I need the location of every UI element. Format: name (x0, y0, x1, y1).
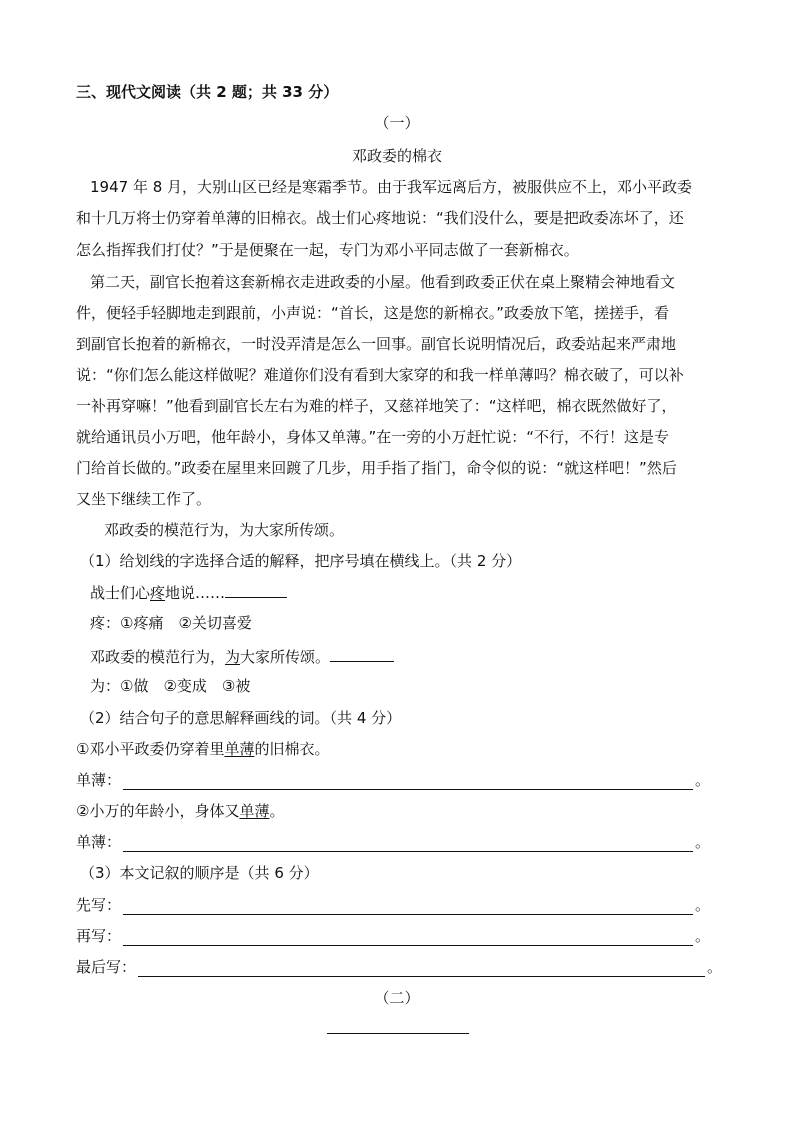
question-2-prompt: （2）结合句子的意思解释画线的词。（共 4 分） (80, 709, 402, 727)
underlined-word: 单薄 (224, 740, 255, 758)
q1-sentence-2: 邓政委的模范行为，为大家所传颂。 (90, 646, 740, 667)
paragraph-line: 到副官长抱着的新棉衣，一时没弄清是怎么一回事。副官长说明情况后，政委站起来严肃地 (76, 335, 677, 353)
paragraph-line: 第二天，副官长抱着这套新棉衣走进政委的小屋。他看到政委正伏在桌上聚精会神地看文 (90, 273, 676, 291)
question-1-prompt: （1）给划线的字选择合适的解释，把序号填在横线上。（共 2 分） (80, 552, 522, 570)
q2-sentence-2: ②小万的年龄小，身体又单薄。 (76, 802, 285, 820)
answer-line[interactable] (123, 930, 693, 946)
paragraph-line: 就给通讯员小万吧，他年龄小，身体又单薄。”在一旁的小万赶忙说：“不行，不行！这是专 (76, 428, 670, 446)
paragraph-line: 门给首长做的。”政委在屋里来回踱了几步，用手指了指门，命令似的说：“就这样吧！”然后 (76, 459, 677, 477)
divider (327, 1033, 469, 1034)
q1-options-2: 为：①做 ②变成 ③被 (90, 677, 251, 695)
paragraph-line: 说：“你们怎么能这样做呢？难道你们没有看到大家穿的和我一样单薄吗？棉衣破了，可以补 (76, 366, 684, 384)
paragraph-line: 和十几万将士仍穿着单薄的旧棉衣。战士们心疼地说：“我们没什么，要是把政委冻坏了，还 (76, 209, 684, 227)
q3-answer-last: 最后写： 。 (76, 958, 722, 976)
answer-blank[interactable] (330, 646, 394, 662)
answer-line[interactable] (123, 899, 693, 915)
underlined-char: 疼 (150, 584, 166, 602)
part1-label: （一） (374, 114, 420, 132)
paragraph-line: 件，便轻手轻脚地走到跟前，小声说：“首长，这是您的新棉衣。”政委放下笔，搓搓手，看 (76, 304, 670, 322)
q1-options-1: 疼：①疼痛 ②关切喜爱 (90, 614, 252, 632)
q3-answer-first: 先写： 。 (76, 896, 710, 914)
paragraph-line: 又坐下继续工作了。 (76, 490, 212, 508)
question-3-prompt: （3）本文记叙的顺序是（共 6 分） (80, 864, 319, 882)
paragraph-line: 一补再穿嘛！”他看到副官长左右为难的样子，又慈祥地笑了：“这样吧，棉衣既然做好了， (76, 397, 677, 415)
answer-line[interactable] (123, 774, 693, 790)
q2-sentence-1: ①邓小平政委仍穿着里单薄的旧棉衣。 (76, 740, 330, 758)
answer-line[interactable] (123, 836, 693, 852)
q3-answer-then: 再写： 。 (76, 927, 710, 945)
answer-line[interactable] (138, 961, 705, 977)
answer-blank[interactable] (225, 582, 287, 598)
q1-sentence-1: 战士们心疼地说…… (90, 582, 740, 603)
paragraph-line: 怎么指挥我们打仗？”于是便聚在一起，专门为邓小平同志做了一套新棉衣。 (76, 241, 579, 259)
underlined-word: 单薄 (239, 802, 270, 820)
q2-answer-2: 单薄： 。 (76, 833, 710, 851)
q2-answer-1: 单薄： 。 (76, 771, 710, 789)
article-title: 邓政委的棉衣 (351, 147, 442, 165)
paragraph-line: 邓政委的模范行为，为大家所传颂。 (104, 521, 345, 539)
section-title: 三、现代文阅读（共 2 题；共 33 分） (76, 83, 339, 101)
paragraph-line: 1947 年 8 月，大别山区已经是寒霜季节。由于我军远离后方，被服供应不上，邓小平政委 (90, 178, 693, 196)
underlined-char: 为 (225, 648, 241, 666)
part2-label: （二） (374, 989, 420, 1007)
